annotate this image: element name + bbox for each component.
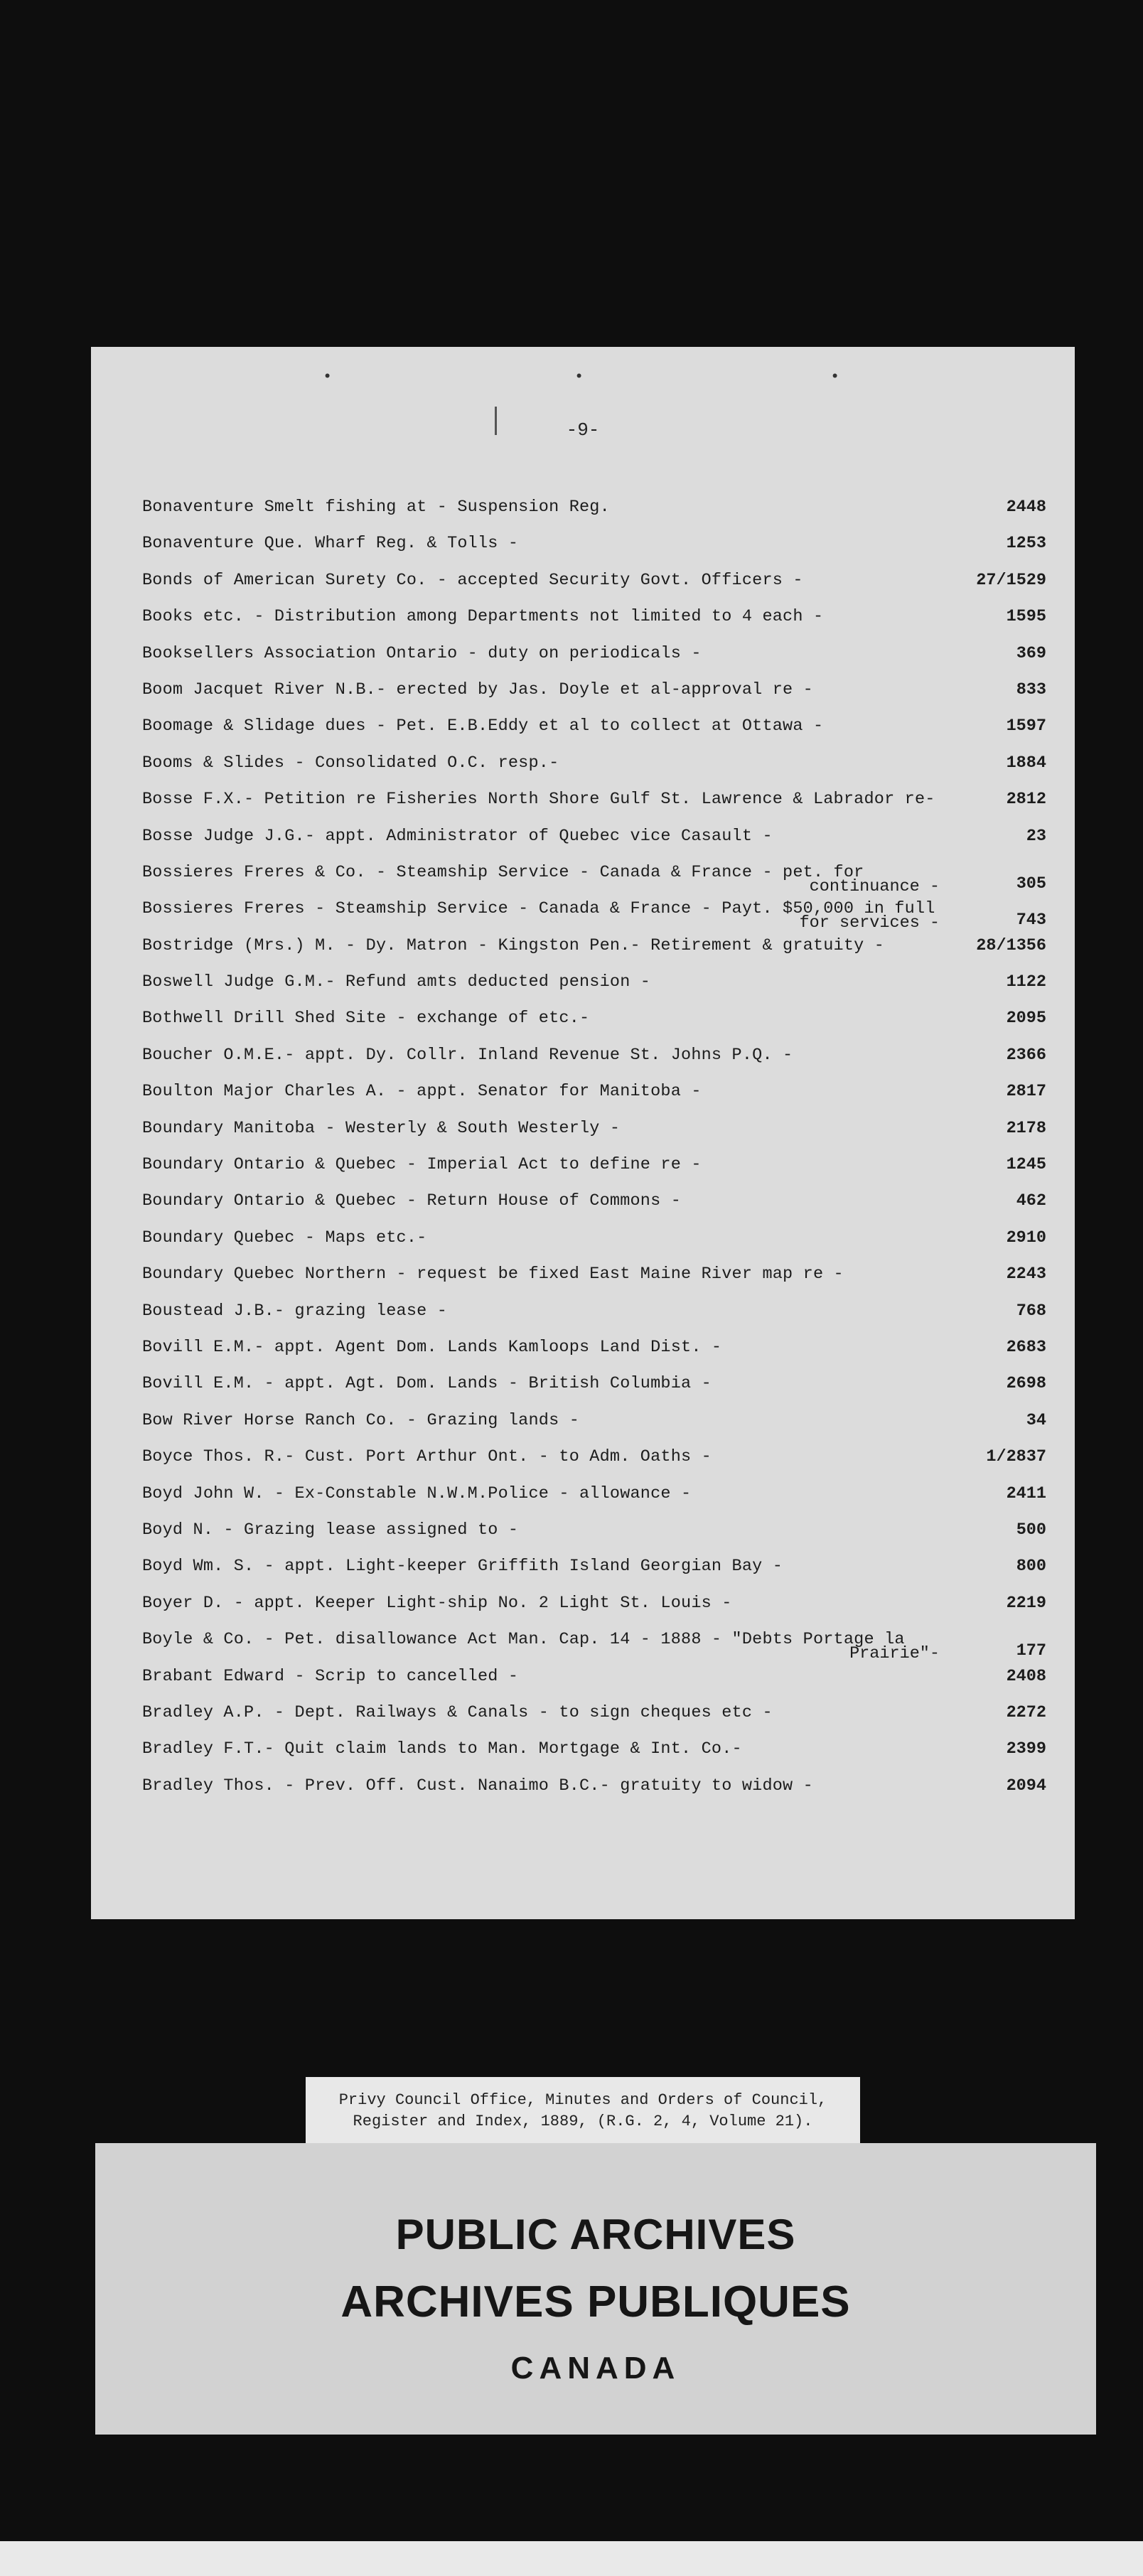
- entry-page-number: 2408: [1006, 1666, 1046, 1686]
- entry-page-number: 1/2837: [986, 1447, 1046, 1467]
- entry-text: Bonaventure Smelt fishing at - Suspension Reg.: [142, 498, 610, 517]
- scan-bottom-strip: [0, 2541, 1143, 2576]
- index-entry: [142, 1768, 1046, 1804]
- index-entry: [142, 1073, 1046, 1110]
- entry-page-number: 27/1529: [976, 570, 1046, 590]
- index-page: [91, 347, 1075, 1919]
- index-entries: [142, 489, 1046, 1804]
- binding-mark: •: [574, 368, 584, 386]
- entry-page-number: 500: [1016, 1520, 1046, 1540]
- index-entry: [142, 1220, 1046, 1256]
- entry-page-number: 1597: [1006, 717, 1046, 736]
- entry-text: Bosse F.X.- Petition re Fisheries North Shore Gulf St. Lawrence & Labrador re-: [142, 790, 935, 810]
- index-entry: [142, 891, 1046, 933]
- entry-page-number: 2219: [1006, 1593, 1046, 1613]
- entry-page-number: 1595: [1006, 607, 1046, 627]
- entry-page-number: 2095: [1006, 1009, 1046, 1029]
- entry-text: Bostridge (Mrs.) M. - Dy. Matron - Kingston Pen.- Retirement & gratuity -: [142, 935, 885, 955]
- index-entry: [142, 489, 1046, 525]
- entry-page-number: 833: [1016, 680, 1046, 699]
- index-entry: [142, 1183, 1046, 1219]
- index-entry: [142, 745, 1046, 781]
- entry-text: Boyle & Co. - Pet. disallowance Act Man. Cap. 14 - 1888 - "Debts Portage la: [142, 1630, 905, 1650]
- entry-text: Boustead J.B.- grazing lease -: [142, 1301, 448, 1321]
- index-entry: [142, 1110, 1046, 1147]
- entry-text: Bothwell Drill Shed Site - exchange of etc.-: [142, 1009, 590, 1029]
- archives-card: [95, 2143, 1096, 2435]
- source-label: [306, 2077, 860, 2147]
- index-entry: [142, 562, 1046, 599]
- entry-text: Bradley A.P. - Dept. Railways & Canals - to sign cheques etc -: [142, 1702, 773, 1722]
- entry-note: Prairie"-: [849, 1644, 940, 1664]
- entry-page-number: 2411: [1006, 1483, 1046, 1503]
- entry-page-number: 2817: [1006, 1082, 1046, 1102]
- index-entry: [142, 1585, 1046, 1621]
- entry-text: Bossieres Freres & Co. - Steamship Service - Canada & France - pet. for: [142, 862, 864, 882]
- binding-mark: •: [830, 368, 840, 386]
- entry-page-number: 2910: [1006, 1228, 1046, 1247]
- index-entry: [142, 635, 1046, 672]
- index-entry: [142, 1293, 1046, 1329]
- index-entry: [142, 1512, 1046, 1548]
- entry-page-number: 23: [1026, 826, 1046, 846]
- index-entry: [142, 672, 1046, 708]
- source-line-2: Register and Index, 1889, (R.G. 2, 4, Volume 21).: [353, 2113, 813, 2130]
- entry-text: Booksellers Association Ontario - duty on periodicals -: [142, 643, 702, 663]
- entry-page-number: 2094: [1006, 1776, 1046, 1796]
- index-entry: [142, 708, 1046, 744]
- index-entry: [142, 1037, 1046, 1073]
- entry-page-number: 2399: [1006, 1739, 1046, 1759]
- entry-text: Booms & Slides - Consolidated O.C. resp.-: [142, 753, 559, 773]
- entry-text: Boswell Judge G.M.- Refund amts deducted pension -: [142, 972, 651, 992]
- archives-country: CANADA: [510, 2351, 681, 2386]
- entry-page-number: 28/1356: [976, 935, 1046, 955]
- index-entry: [142, 854, 1046, 896]
- entry-page-number: 305: [1016, 874, 1046, 893]
- entry-text: Bovill E.M. - appt. Agt. Dom. Lands - British Columbia -: [142, 1374, 712, 1394]
- index-entry: [142, 1731, 1046, 1767]
- entry-text: Bonaventure Que. Wharf Reg. & Tolls -: [142, 534, 519, 554]
- entry-page-number: 369: [1016, 643, 1046, 663]
- archives-title-en: PUBLIC ARCHIVES: [395, 2211, 796, 2258]
- index-entry: [142, 818, 1046, 854]
- entry-text: Bovill E.M.- appt. Agent Dom. Lands Kamloops Land Dist. -: [142, 1337, 722, 1357]
- entry-text: Boundary Quebec Northern - request be fixed East Maine River map re -: [142, 1265, 844, 1284]
- index-entry: [142, 1476, 1046, 1512]
- entry-page-number: 1122: [1006, 972, 1046, 992]
- entry-page-number: 2812: [1006, 790, 1046, 810]
- entry-text: Boulton Major Charles A. - appt. Senator for Manitoba -: [142, 1082, 702, 1102]
- entry-text: Bosse Judge J.G.- appt. Administrator of Quebec vice Casault -: [142, 826, 773, 846]
- index-entry: [142, 599, 1046, 635]
- index-entry: [142, 964, 1046, 1000]
- entry-page-number: 2698: [1006, 1374, 1046, 1394]
- index-entry: [142, 1147, 1046, 1183]
- index-entry: [142, 1329, 1046, 1365]
- entry-page-number: 2178: [1006, 1118, 1046, 1138]
- entry-text: Boundary Quebec - Maps etc.-: [142, 1228, 427, 1247]
- entry-note: continuance -: [809, 876, 940, 896]
- entry-page-number: 2272: [1006, 1702, 1046, 1722]
- entry-page-number: 1884: [1006, 753, 1046, 773]
- source-line-1: Privy Council Office, Minutes and Orders of Council,: [338, 2091, 827, 2109]
- index-entry: [142, 1000, 1046, 1036]
- entry-text: Boyd N. - Grazing lease assigned to -: [142, 1520, 519, 1540]
- entry-text: Boyd Wm. S. - appt. Light-keeper Griffith Island Georgian Bay -: [142, 1557, 783, 1577]
- entry-text: Boucher O.M.E.- appt. Dy. Collr. Inland Revenue St. Johns P.Q. -: [142, 1045, 793, 1065]
- index-entry: [142, 1365, 1046, 1402]
- index-entry: [142, 1548, 1046, 1584]
- entry-page-number: 34: [1026, 1410, 1046, 1430]
- index-entry: [142, 525, 1046, 562]
- index-entry: [142, 1439, 1046, 1475]
- entry-text: Boundary Ontario & Quebec - Return House of Commons -: [142, 1191, 682, 1211]
- entry-text: Boyer D. - appt. Keeper Light-ship No. 2 Light St. Louis -: [142, 1593, 732, 1613]
- entry-page-number: 800: [1016, 1557, 1046, 1577]
- entry-text: Boom Jacquet River N.B.- erected by Jas. Doyle et al-approval re -: [142, 680, 813, 699]
- entry-text: Boundary Ontario & Quebec - Imperial Act to define re -: [142, 1155, 702, 1175]
- entry-page-number: 2243: [1006, 1265, 1046, 1284]
- index-entry: [142, 1658, 1046, 1695]
- entry-text: Bossieres Freres - Steamship Service - Canada & France - Payt. $50,000 in full: [142, 899, 935, 919]
- binding-mark: •: [323, 368, 333, 386]
- page-number: -9-: [566, 419, 600, 441]
- index-entry: [142, 928, 1046, 964]
- entry-page-number: 462: [1016, 1191, 1046, 1211]
- index-entry: [142, 1402, 1046, 1439]
- index-entry: [142, 1695, 1046, 1731]
- entry-page-number: 2683: [1006, 1337, 1046, 1357]
- entry-text: Boomage & Slidage dues - Pet. E.B.Eddy et al to collect at Ottawa -: [142, 717, 824, 736]
- index-entry: [142, 1621, 1046, 1664]
- entry-text: Boyd John W. - Ex-Constable N.W.M.Police - allowance -: [142, 1483, 692, 1503]
- entry-text: Bow River Horse Ranch Co. - Grazing lands -: [142, 1410, 579, 1430]
- entry-text: Brabant Edward - Scrip to cancelled -: [142, 1666, 519, 1686]
- entry-text: Boundary Manitoba - Westerly & South Westerly -: [142, 1118, 621, 1138]
- entry-text: Bradley F.T.- Quit claim lands to Man. Mortgage & Int. Co.-: [142, 1739, 742, 1759]
- index-entry: [142, 1256, 1046, 1292]
- index-entry: [142, 781, 1046, 817]
- entry-page-number: 177: [1016, 1641, 1046, 1661]
- entry-page-number: 2366: [1006, 1045, 1046, 1065]
- entry-page-number: 768: [1016, 1301, 1046, 1321]
- entry-text: Books etc. - Distribution among Departments not limited to 4 each -: [142, 607, 824, 627]
- entry-page-number: 1253: [1006, 534, 1046, 554]
- entry-text: Boyce Thos. R.- Cust. Port Arthur Ont. - to Adm. Oaths -: [142, 1447, 712, 1467]
- entry-page-number: 2448: [1006, 498, 1046, 517]
- entry-text: Bonds of American Surety Co. - accepted Security Govt. Officers -: [142, 570, 803, 590]
- entry-note: for services -: [799, 913, 940, 933]
- archives-title-fr: ARCHIVES PUBLIQUES: [340, 2277, 851, 2327]
- entry-page-number: 743: [1016, 911, 1046, 930]
- entry-page-number: 1245: [1006, 1155, 1046, 1175]
- entry-text: Bradley Thos. - Prev. Off. Cust. Nanaimo B.C.- gratuity to widow -: [142, 1776, 813, 1796]
